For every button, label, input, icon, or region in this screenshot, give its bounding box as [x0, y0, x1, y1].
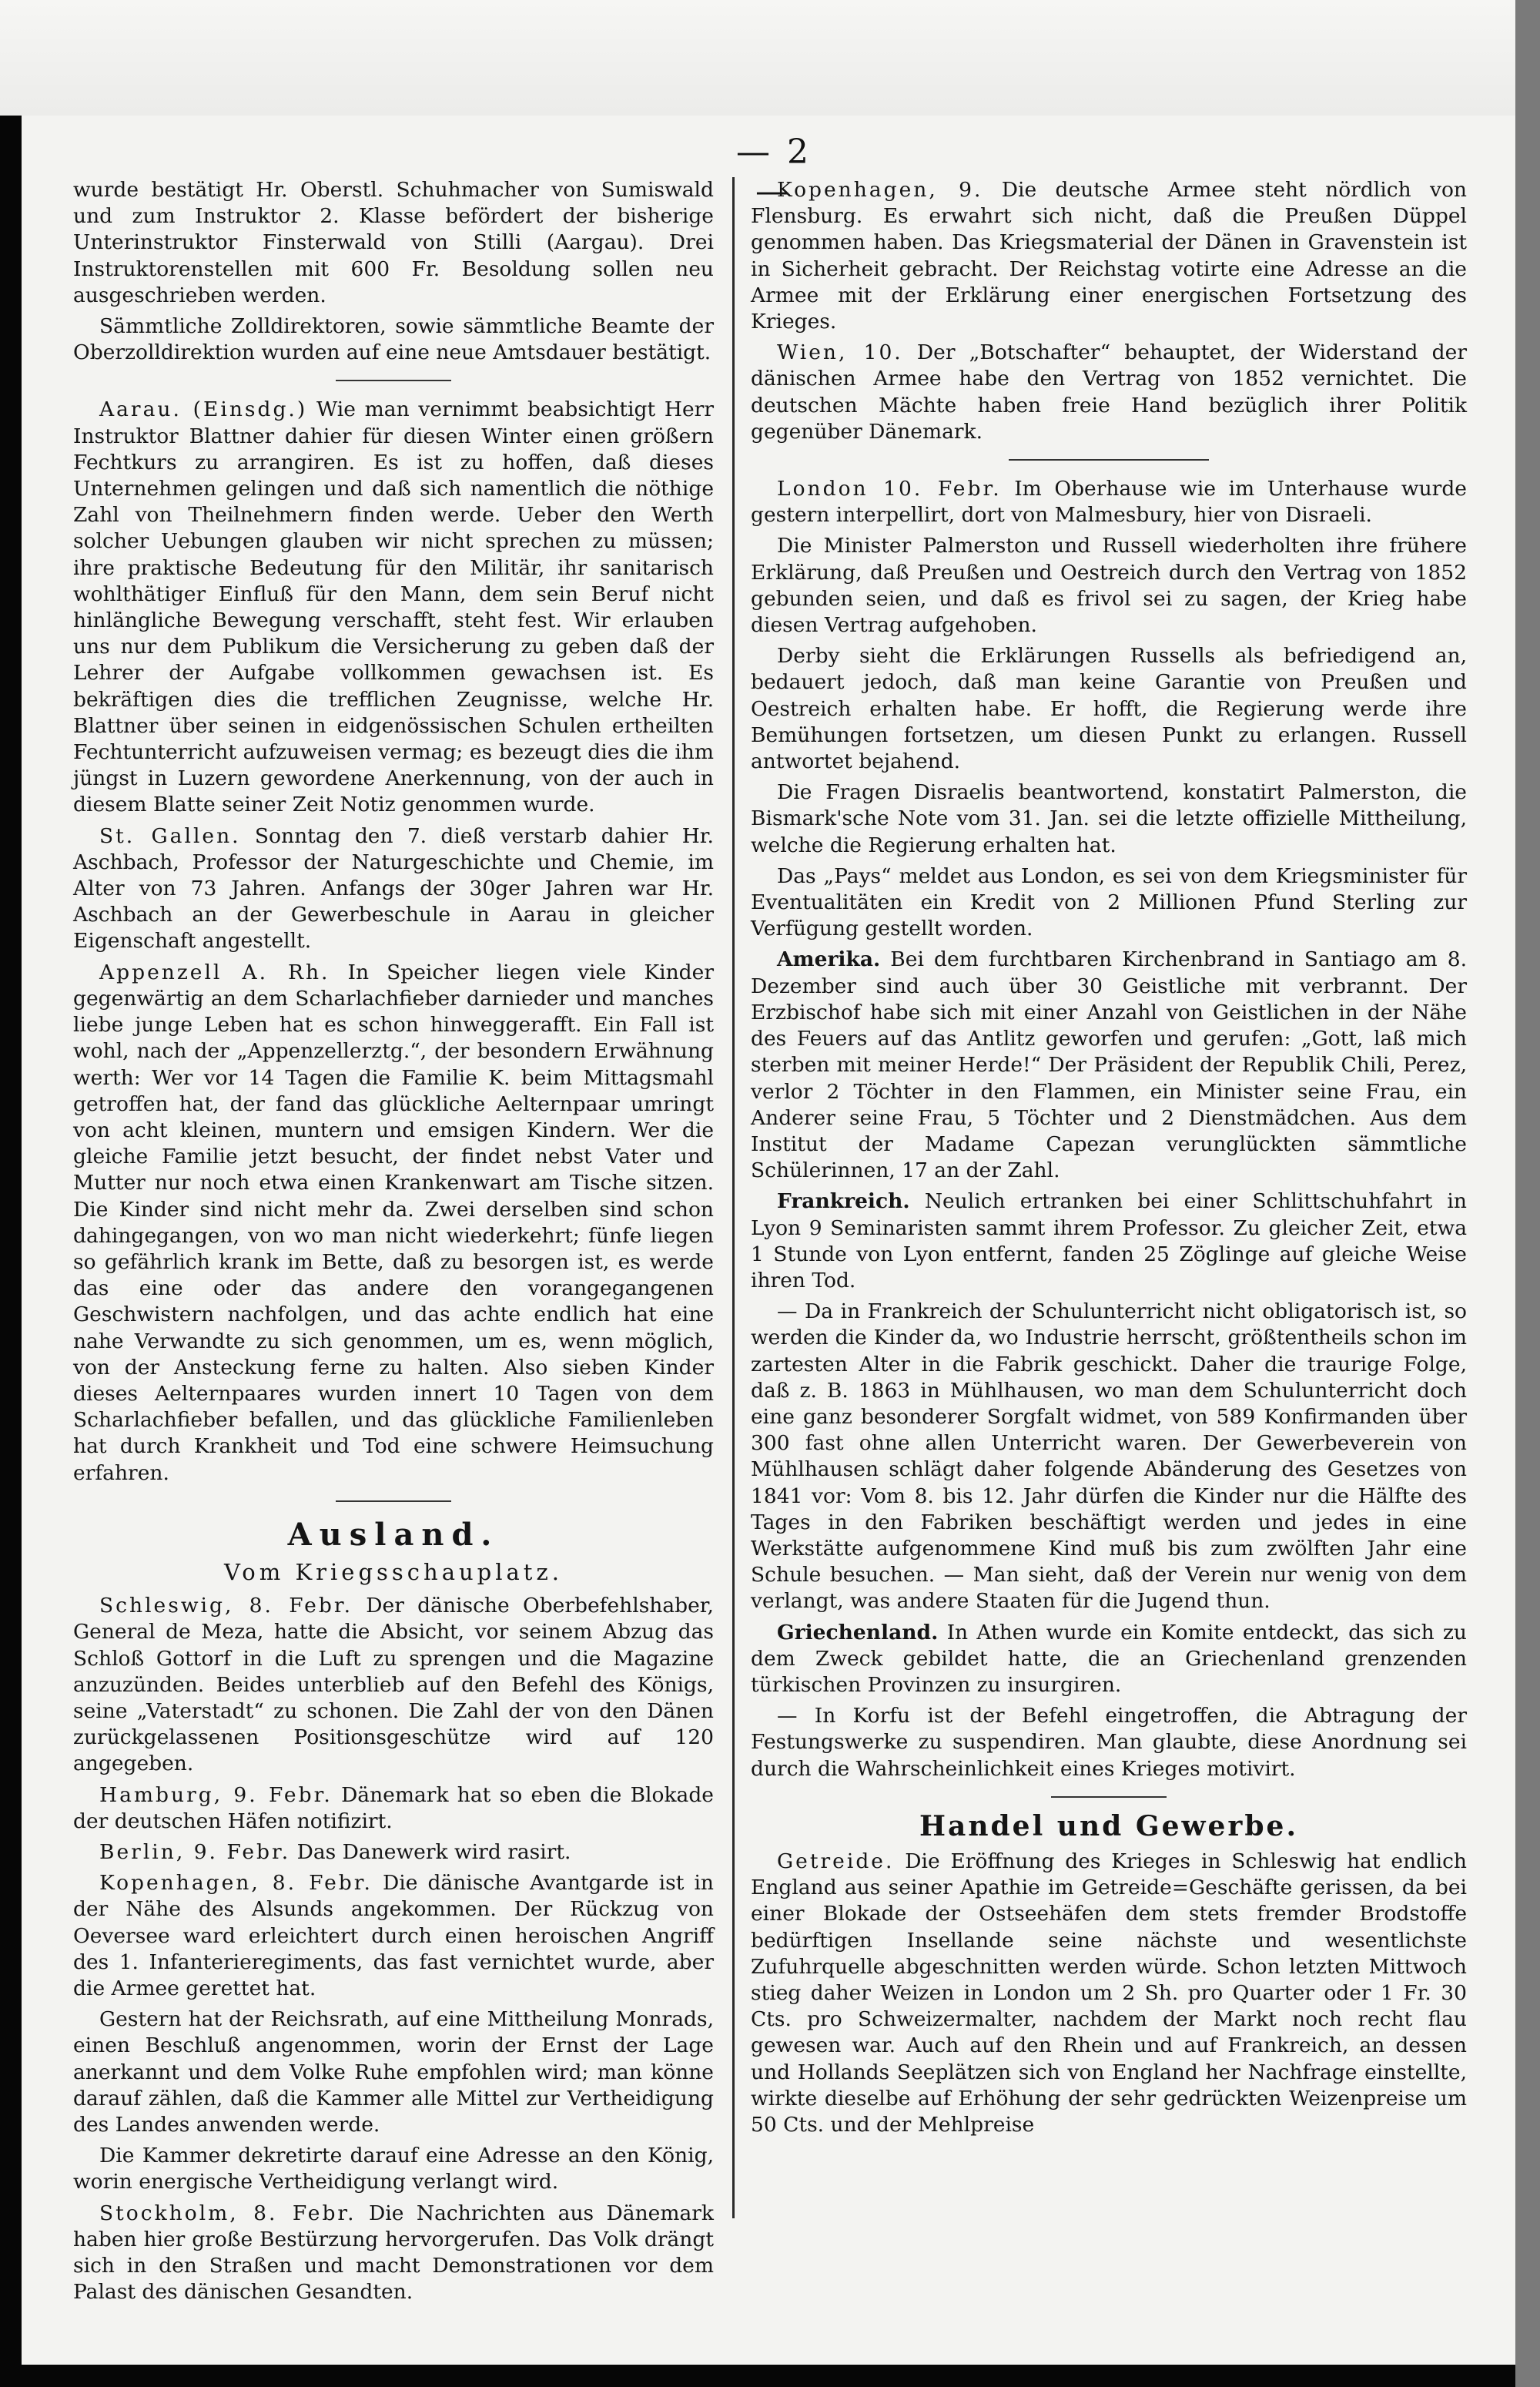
separator-rule	[1009, 459, 1209, 461]
article-stgallen	[73, 823, 714, 955]
page-top-margin	[0, 0, 1540, 116]
dateline: London 10. Febr.	[777, 477, 1002, 501]
article-text: Der dänische Oberbefehlshaber, General de Meza, hatte die Absicht, vor seinem Abzug das Schloß Gottorf in die Luft zu sprengen und die Magazine anzuzünden. Beides unterblieb auf den Befehl des Königs, seine „Vaterstadt“ zu schonen. Die Zahl der von den Dänen zurückgelassenen Positionsgeschütze wird auf 120 angegeben.	[73, 1594, 714, 1776]
article-hamburg	[73, 1782, 714, 1835]
section-heading: Handel und Gewerbe.	[919, 1809, 1298, 1842]
separator-rule	[1051, 1796, 1167, 1798]
dateline: Appenzell A. Rh.	[99, 960, 330, 984]
article-text: Im Oberhause wie im Unterhause wurde gestern interpellirt, dort von Malmesbury, hier von Disraeli.	[751, 477, 1467, 528]
dateline: Getreide.	[777, 1849, 895, 1873]
article-paragraph: — Da in Frankreich der Schulunterricht nicht obligatorisch ist, so werden die Kinder da, wo Industrie herrscht, größtentheils schon im zartesten Alter in die Fabrik geschickt. Daher die traurige Folge, daß z. B. 1863 in Mühlhausen, wo man dem Schulunterricht doch eine ganz besonderer Sorgfalt widmet, von 589 Konfirmanden über 300 fast ohne allen Unterricht waren. Der Gewerbeverein von Mühlhausen schlägt daher folgende Abänderung des Gesetzes von 1841 vor: Vom 8. bis 12. Jahr dürfen die Kinder nur die Hälfte des Tages in den Fabriken beschäftigt werden und jedes in eine Werkstätte aufgenommene Kind muß bis zum zwölften Jahr eine Schule besuchen. — Man sieht, daß der Verein nur wenig von dem verlangt, was andere Staaten für die Jugend thun.	[751, 1299, 1467, 1614]
article-amerika	[751, 947, 1467, 1184]
article-paragraph: Derby sieht die Erklärungen Russells als befriedigend an, bedauert jedoch, daß man keine Garantie von Preußen und Oestreich erhalten habe. Er hofft, die Regierung werde ihre Bemühungen fortsetzen, um diesen Punkt zu erlangen. Russell antwortet bejahend.	[751, 644, 1467, 774]
article-kopenhagen-8	[73, 1870, 714, 2002]
dateline: St. Gallen.	[99, 823, 241, 848]
scan-edge	[1515, 0, 1540, 2387]
article-stockholm	[73, 2201, 714, 2306]
dateline: Kopenhagen, 9.	[777, 178, 983, 202]
article-paragraph: Die Minister Palmerston und Russell wiederholten ihre frühere Erklärung, daß Preußen und Oestreich durch den Vertrag von 1852 gebunden seien, und daß es frivol sei zu sagen, der Krieg habe diesen Vertrag aufgehoben.	[751, 534, 1467, 638]
article-text: Wie man vernimmt beabsichtigt Herr Instruktor Blattner dahier für diesen Winter einen größern Fechtkurs zu arrangiren. Es ist zu hoffen, daß dieses Unternehmen gelingen und daß sich namentlich die nöthige Zahl von Theilnehmern finden werde. Ueber den Werth solcher Uebungen glauben wir nicht sprechen zu müssen; ihre praktische Bedeutung für den Militär, ihr sanitarisch wohlthätiger Einfluß für den Mann, dem sein Beruf nicht hinlängliche Bewegung verschafft, steht fest. Wir erlauben uns nur dem Publikum die Versicherung zu geben daß der Lehrer der Aufgabe vollkommen gewachsen ist. Es bekräftigen dies die trefflichen Zeugnisse, welche Hr. Blattner über seinen in eidgenössischen Schulen ertheilten Fechtunterricht aufzuweisen vermag; es bezeugt dies die ihm jüngst in Luzern gewordene Anerkennung, von der auch in diesem Blatte seiner Zeit Notiz genommen wurde.	[73, 397, 714, 817]
article-appenzell	[73, 960, 714, 1487]
article-paragraph: Sämmtliche Zolldirektoren, sowie sämmtliche Beamte der Oberzolldirektion wurden auf eine neue Amtsdauer bestätigt.	[73, 314, 714, 365]
dateline: Kopenhagen, 8. Febr.	[99, 1871, 373, 1896]
article-getreide	[751, 1849, 1467, 2138]
article-text: Dänemark hat so eben die Blokade der deutschen Häfen notifizirt.	[73, 1782, 714, 1833]
page-number: — 2 —	[736, 132, 812, 211]
article-text: Die dänische Avantgarde ist in der Nähe des Alsunds angekommen. Der Rückzug von Oeversee ward erleichtert durch einen heroischen Angriff des 1. Infanterieregiments, das fast vernichtet wurde, aber die Armee gerettet hat.	[73, 1871, 714, 2000]
column-divider	[732, 177, 735, 2218]
country-label: Amerika.	[777, 947, 881, 972]
article-frankreich	[751, 1188, 1467, 1294]
dateline: Schleswig, 8. Febr.	[99, 1594, 353, 1618]
left-column	[73, 177, 714, 2310]
article-griechenland	[751, 1620, 1467, 1699]
section-heading: Ausland.	[287, 1516, 500, 1553]
right-column	[751, 177, 1467, 2143]
dateline: Wien, 10.	[777, 340, 903, 365]
article-text: Sonntag den 7. dieß verstarb dahier Hr. Aschbach, Professor der Naturgeschichte und Chemie, im Alter von 73 Jahren. Anfangs der 30ger Jahren war Hr. Aschbach an der Gewerbeschule in Aarau in gleicher Eigenschaft angestellt.	[73, 823, 714, 954]
article-text: Die Nachrichten aus Dänemark haben hier große Bestürzung hervorgerufen. Das Volk drängt sich in den Straßen und macht Demonstrationen vor dem Palast des dänischen Gesandten.	[73, 2201, 714, 2305]
article-text: Bei dem furchtbaren Kirchenbrand in Santiago am 8. Dezember sind auch über 30 Geistliche mit verbrannt. Der Erzbischof habe sich mit einer Anzahl von Geistlichen in der Nähe des Feuers auf das Antlitz geworfen und gerufen: „Gott, laß mich sterben mit meiner Herde!“ Der Präsident der Republik Chili, Perez, verlor 2 Töchter in den Flammen, ein Minister seine Frau, ein Anderer seine Frau, 5 Töchter und 2 Dienstmädchen. Aus dem Institut der Madame Capezan verunglückten sämmtliche Schülerinnen, 17 an der Zahl.	[751, 947, 1467, 1183]
article-aarau	[73, 397, 714, 818]
dateline: Hamburg, 9. Febr.	[99, 1782, 333, 1807]
article-paragraph: Gestern hat der Reichsrath, auf eine Mittheilung Monrads, einen Beschluß angenommen, worin der Ernst der Lage anerkannt und dem Volke Ruhe empfohlen wird; man könne darauf zählen, daß die Kammer alle Mittel zur Vertheidigung des Landes anwenden werde.	[73, 2007, 714, 2137]
article-text: In Athen wurde ein Komite entdeckt, das sich zu dem Zweck gebildet hatte, die an Griechenland grenzenden türkischen Provinzen zu insurgiren.	[751, 1620, 1467, 1697]
article-text: Das Danewerk wird rasirt.	[296, 1839, 571, 1864]
article-paragraph: wurde bestätigt Hr. Oberstl. Schuhmacher von Sumiswald und zum Instruktor 2. Klasse befördert der bisherige Unterinstruktor Finsterwald von Stilli (Aargau). Drei Instruktorenstellen mit 600 Fr. Besoldung sollen neu ausgeschrieben werden.	[73, 178, 714, 307]
article-berlin	[73, 1839, 714, 1866]
article-london	[751, 476, 1467, 528]
article-text: Der „Botschafter“ behauptet, der Widerstand der dänischen Armee habe den Vertrag von 1852 vernichtet. Die deutschen Mächte haben freie Hand bezüglich ihrer Politik gegenüber Dänemark.	[751, 340, 1467, 444]
article-text: Die Eröffnung des Krieges in Schleswig hat endlich England aus seiner Apathie im Getreide=Geschäfte gerissen, da bei einer Blokade der Ostseehäfen dem stets fremder Brodstoffe bedürftigen Insellande seine nächste und wesentlichste Zufuhrquelle abgeschnitten werden würde. Schon letzten Mittwoch stieg daher Weizen in London um 2 Sh. pro Quarter oder 1 Fr. 30 Cts. pro Schweizermalter, nachdem der Markt noch recht flau gewesen war. Auch auf den Rhein und auf Frankreich, an dessen und Hollands Seeplätzen sich von England her Nachfrage einstellte, wirkte dieselbe auf Erhöhung der sehr gedrückten Weizenpreise um 50 Cts. und der Mehlpreise	[751, 1849, 1467, 2137]
article-paragraph: Die Fragen Disraelis beantwortend, konstatirt Palmerston, die Bismark'sche Note vom 31. Jan. sei die letzte offizielle Mittheilung, welche die Regierung erhalten hat.	[751, 780, 1467, 857]
article-paragraph: — In Korfu ist der Befehl eingetroffen, die Abtragung der Festungswerke zu suspendiren. Man glaubte, diese Anordnung sei durch die Wahrscheinlichkeit eines Krieges motivirt.	[751, 1704, 1467, 1781]
article-kopenhagen-9	[751, 177, 1467, 335]
dateline: Aarau. (Einsdg.)	[99, 397, 308, 422]
article-schleswig	[73, 1593, 714, 1777]
article-text: Die deutsche Armee steht nördlich von Flensburg. Es erwahrt sich nicht, daß die Preußen Düppel genommen haben. Das Kriegsmaterial der Dänen in Gravenstein ist in Sicherheit gebracht. Der Reichstag votirte eine Adresse an die Armee mit der Erklärung einer energischen Fortsetzung des Krieges.	[751, 178, 1467, 334]
dateline: Berlin, 9. Febr.	[99, 1839, 291, 1864]
article-paragraph: Die Kammer dekretirte darauf eine Adresse an den König, worin energische Vertheidigung verlangt wird.	[73, 2144, 714, 2194]
article-paragraph: Das „Pays“ meldet aus London, es sei von dem Kriegsminister für Eventualitäten ein Kredit von 2 Millionen Pfund Sterling zur Verfügung gestellt worden.	[751, 863, 1467, 941]
dateline: Stockholm, 8. Febr.	[99, 2201, 357, 2225]
separator-rule	[336, 380, 451, 381]
separator-rule	[336, 1500, 451, 1502]
sub-heading: Vom Kriegsschauplatz.	[224, 1558, 563, 1585]
country-label: Griechenland.	[777, 1620, 939, 1644]
article-text: In Speicher liegen viele Kinder gegenwärtig an dem Scharlachfieber darnieder und manches liebe junge Leben hat es schon hinweggerafft. Ein Fall ist wohl, nach der „Appenzellerztg.“, der besondern Erwähnung werth: Wer vor 14 Tagen die Familie K. beim Mittagsmahl getroffen hat, der fand das glückliche Aelternpaar umringt von acht kleinen, muntern und emsigen Kindern. Wer die gleiche Familie jetzt besucht, der findet nebst Vater und Mutter nur noch etwa einen Krankenwart am Tische sitzen. Die Kinder sind nicht mehr da. Zwei derselben sind schon dahingegangen, von wo man nicht wiederkehrt; fünfe liegen so gefährlich krank im Bette, daß zu besorgen ist, es werde das eine oder das andere den vorangegangenen Geschwistern nachfolgen, und das achte endlich hat eine nahe Verwandte zu sich genommen, um es, wenn möglich, von der Ansteckung ferne zu halten. Also sieben Kinder dieses Aelternpaares wurden innert 10 Tagen von dem Scharlachfieber befallen, und das glückliche Familienleben hat durch Krankheit und Tod eine schwere Heimsuchung erfahren.	[73, 960, 714, 1485]
country-label: Frankreich.	[777, 1189, 910, 1214]
article-wien	[751, 340, 1467, 445]
article-text: Neulich ertranken bei einer Schlittschuhfahrt in Lyon 9 Seminaristen sammt ihrem Professor. Zu gleicher Zeit, etwa 1 Stunde von Lyon entfernt, fanden 25 Zöglinge auf gleiche Weise ihren Tod.	[751, 1189, 1467, 1292]
